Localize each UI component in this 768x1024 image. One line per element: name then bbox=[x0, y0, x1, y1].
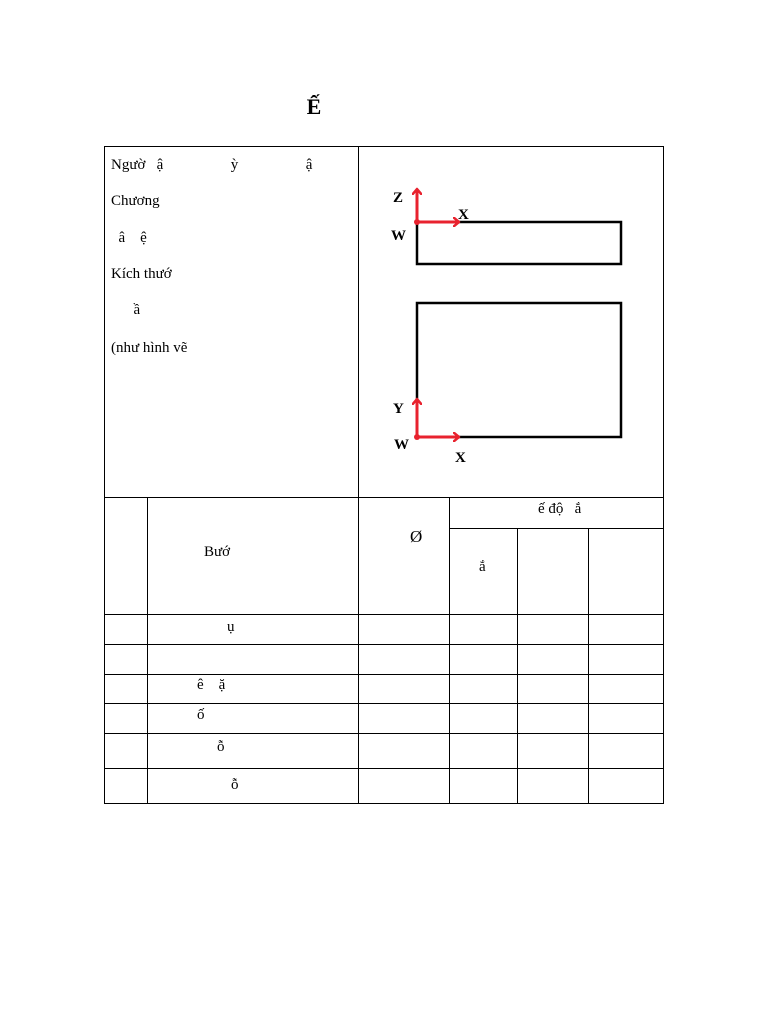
table-row-step: ụ bbox=[227, 619, 235, 635]
info-line-quantity: ầ bbox=[111, 302, 141, 318]
table-row-step: ố bbox=[197, 707, 205, 723]
header-cutting-mode: ế độ ắ bbox=[538, 501, 582, 517]
page-title: Ế bbox=[306, 94, 322, 119]
table-row-step: ỗ bbox=[217, 739, 225, 755]
section-separator bbox=[104, 497, 664, 498]
info-line-program: Chương bbox=[111, 193, 160, 209]
table-row-step: ỗ bbox=[231, 777, 239, 793]
origin-point-front bbox=[414, 434, 420, 440]
col-divider bbox=[517, 528, 518, 804]
col-divider bbox=[588, 528, 589, 804]
row-divider bbox=[104, 703, 664, 704]
row-divider bbox=[104, 733, 664, 734]
col-divider bbox=[449, 497, 450, 804]
row-divider bbox=[104, 644, 664, 645]
x-axis-label-front: X bbox=[455, 450, 466, 466]
y-axis-label: Y bbox=[393, 401, 404, 417]
header-sub-column: ắ bbox=[479, 559, 486, 575]
header-diameter: Ø bbox=[410, 527, 423, 546]
row-divider bbox=[449, 528, 664, 529]
row-divider bbox=[104, 614, 664, 615]
row-divider bbox=[104, 674, 664, 675]
top-view-outline bbox=[417, 222, 621, 264]
origin-point-top bbox=[414, 219, 420, 225]
z-axis-label: Z bbox=[393, 190, 404, 206]
x-axis-label-top: X bbox=[458, 207, 469, 223]
row-divider bbox=[104, 768, 664, 769]
origin-label-front: W bbox=[394, 437, 409, 453]
info-line-operator: Ngườ ậ ỳ ậ bbox=[111, 157, 313, 173]
workpiece-diagram bbox=[359, 147, 664, 497]
front-view-outline bbox=[417, 303, 621, 437]
table-row-step: ê ặ bbox=[197, 677, 226, 693]
info-line-dimensions: Kích thướ bbox=[111, 266, 172, 282]
header-step: Bướ bbox=[204, 544, 231, 560]
col-divider bbox=[147, 497, 148, 804]
info-line-material: â ệ bbox=[111, 230, 147, 246]
info-line-note: (như hình vẽ bbox=[111, 340, 188, 356]
origin-label-top: W bbox=[391, 228, 406, 244]
